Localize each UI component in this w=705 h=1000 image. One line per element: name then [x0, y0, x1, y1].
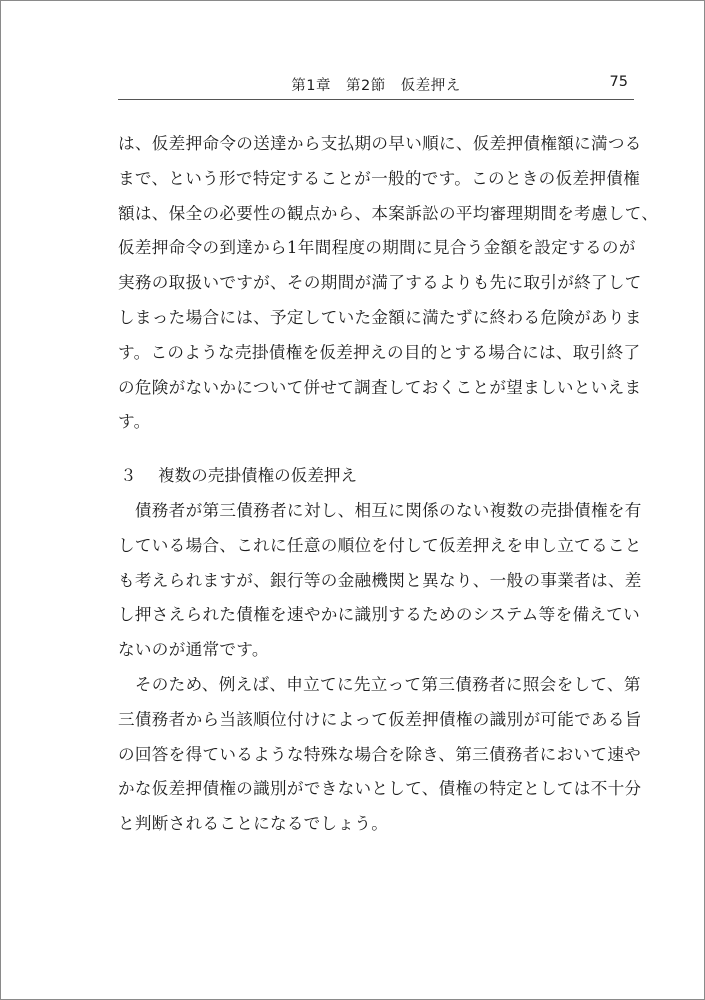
- chapter-section-title: 第1章 第2節 仮差押え: [291, 78, 461, 94]
- section-number: ３: [120, 466, 137, 486]
- text-line: と判断されることになるでしょう。: [118, 814, 389, 834]
- text-line: している場合、これに任意の順位を付して仮差押えを申し立てること: [118, 535, 642, 555]
- header-rule: [118, 99, 634, 100]
- paragraph-2: [118, 494, 642, 668]
- text-line: しまった場合には、予定していた金額に満たずに終わる危険がありま: [118, 307, 642, 327]
- text-line: まで、という形で特定することが一般的です。このときの仮差押債権: [118, 168, 641, 188]
- text-line: 実務の取扱いですが、その期間が満了するよりも先に取引が終了して: [118, 273, 642, 293]
- section-title: 複数の売掛債権の仮差押え: [158, 466, 358, 486]
- text-line: かな仮差押債権の識別ができないとして、債権の特定としては不十分: [118, 779, 642, 799]
- page-number: 75: [609, 74, 628, 90]
- section-heading: [118, 459, 634, 494]
- running-header: [118, 74, 634, 96]
- paragraph-1: [118, 127, 659, 440]
- text-line: も考えられますが、銀行等の金融機関と異なり、一般の事業者は、差: [118, 570, 642, 590]
- text-line: し押さえられた債権を速やかに識別するためのシステム等を備えてい: [118, 605, 641, 625]
- text-line: は、仮差押命令の送達から支払期の早い順に、仮差押債権額に満つる: [118, 134, 642, 153]
- text-line: 債務者が第三債務者に対し、相互に関係のない複数の売掛債権を有: [118, 500, 642, 520]
- paragraph-3: [118, 668, 642, 842]
- text-line: す。このような売掛債権を仮差押えの目的とする場合には、取引終了: [118, 342, 641, 362]
- text-line: の回答を得ているような特殊な場合を除き、第三債務者において速や: [118, 744, 642, 764]
- text-line: の危険がないかについて併せて調査しておくことが望ましいといえま: [118, 377, 642, 397]
- body-text: [118, 127, 659, 842]
- text-line: ないのが通常です。: [118, 640, 269, 660]
- text-line: 額は、保全の必要性の観点から、本案訴訟の平均審理期間を考慮して、: [118, 203, 659, 223]
- text-line: そのため、例えば、申立てに先立って第三債務者に照会をして、第: [118, 674, 641, 694]
- text-line: す。: [118, 412, 151, 432]
- text-line: 三債務者から当該順位付けによって仮差押債権の識別が可能である旨: [118, 709, 642, 729]
- text-line: 仮差押命令の到達から1年間程度の期間に見合う金額を設定するのが: [118, 238, 636, 258]
